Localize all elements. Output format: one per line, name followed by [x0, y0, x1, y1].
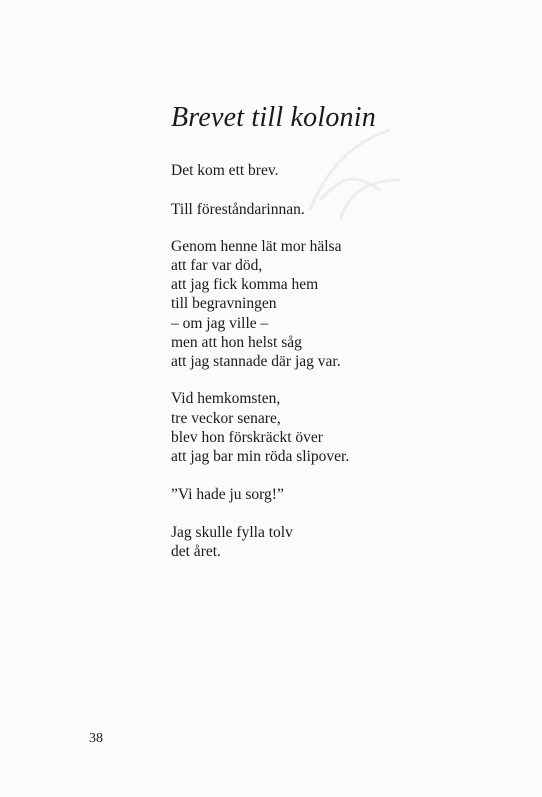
poem-line: tre veckor senare, [171, 410, 281, 427]
poem-title: Brevet till kolonin [171, 102, 376, 133]
poem-line: att jag bar min röda slipover. [171, 448, 350, 465]
poem-line: Det kom ett brev. [171, 162, 279, 179]
poem-line: att far var död, [171, 257, 263, 274]
poem-line: blev hon förskräckt över [171, 429, 323, 446]
poem-line: det året. [171, 543, 221, 560]
page-number: 38 [89, 731, 103, 746]
poem-line: att jag fick komma hem [171, 276, 319, 293]
poem-line: – om jag ville – [171, 315, 269, 332]
poem-line: att jag stannade där jag var. [171, 353, 341, 370]
poem-line: till begravningen [171, 295, 277, 312]
poem-line: Genom henne lät mor hälsa [171, 238, 342, 255]
poem-line: men att hon helst såg [171, 334, 302, 351]
poem-line: ”Vi hade ju sorg!” [171, 486, 284, 503]
poem-line: Till föreståndarinnan. [171, 201, 305, 218]
poem-line: Vid hemkomsten, [171, 390, 281, 407]
show-through-ornament [290, 120, 410, 230]
poem-line: Jag skulle fylla tolv [171, 524, 293, 541]
